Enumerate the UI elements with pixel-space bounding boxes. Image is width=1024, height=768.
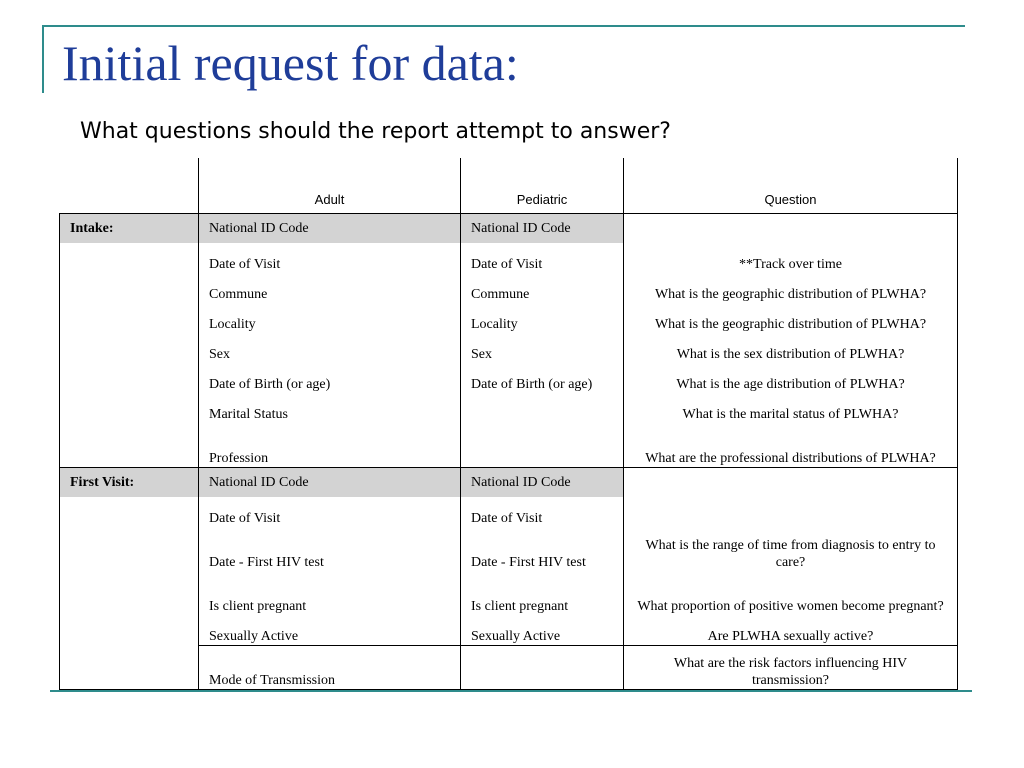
section-label-first-visit: First Visit: (60, 467, 199, 497)
table-header-row (60, 158, 958, 213)
adult-cell: Date of Visit (199, 497, 461, 527)
pediatric-cell: Is client pregnant (461, 571, 624, 615)
table-row (60, 213, 958, 243)
pediatric-cell: Sexually Active (461, 615, 624, 645)
adult-cell: Date - First HIV test (199, 527, 461, 571)
pediatric-cell: Date of Visit (461, 243, 624, 273)
pediatric-cell: Date - First HIV test (461, 527, 624, 571)
question-cell: What is the marital status of PLWHA? (624, 393, 958, 423)
header-adult: Adult (199, 158, 461, 213)
adult-cell: Date of Visit (199, 243, 461, 273)
question-cell (624, 467, 958, 497)
pediatric-cell (461, 423, 624, 467)
header-pediatric: Pediatric (461, 158, 624, 213)
slide-title: Initial request for data: (62, 35, 519, 91)
adult-cell: Locality (199, 303, 461, 333)
table-row (60, 527, 958, 571)
adult-cell: Mode of Transmission (199, 645, 461, 689)
bottom-accent-line (50, 690, 972, 692)
question-cell: What are the risk factors influencing HIV transmission? (624, 645, 958, 689)
table-row (60, 645, 958, 689)
question-cell: What are the professional distributions of PLWHA? (624, 423, 958, 467)
table-row (60, 393, 958, 423)
pediatric-cell: Commune (461, 273, 624, 303)
adult-cell: Commune (199, 273, 461, 303)
pediatric-cell: Date of Birth (or age) (461, 363, 624, 393)
adult-cell: Marital Status (199, 393, 461, 423)
pediatric-cell: Sex (461, 333, 624, 363)
table-row (60, 615, 958, 645)
pediatric-cell: Date of Visit (461, 497, 624, 527)
question-cell (624, 497, 958, 527)
top-accent-line (42, 25, 965, 27)
pediatric-cell: National ID Code (461, 213, 624, 243)
table-row (60, 423, 958, 467)
adult-cell: Date of Birth (or age) (199, 363, 461, 393)
left-accent-line (42, 25, 44, 93)
table-row (60, 243, 958, 273)
question-cell: Are PLWHA sexually active? (624, 615, 958, 645)
question-cell: What is the range of time from diagnosis to entry to care? (624, 527, 958, 571)
header-question: Question (624, 158, 958, 213)
header-blank (60, 158, 199, 213)
pediatric-cell: National ID Code (461, 467, 624, 497)
adult-cell: Sexually Active (199, 615, 461, 645)
adult-cell: National ID Code (199, 213, 461, 243)
question-cell: What is the sex distribution of PLWHA? (624, 333, 958, 363)
pediatric-cell (461, 393, 624, 423)
table-row (60, 303, 958, 333)
adult-cell: National ID Code (199, 467, 461, 497)
table-row (60, 571, 958, 615)
question-cell: What is the age distribution of PLWHA? (624, 363, 958, 393)
adult-cell: Is client pregnant (199, 571, 461, 615)
question-cell: What proportion of positive women become pregnant? (624, 571, 958, 615)
adult-cell: Sex (199, 333, 461, 363)
table-row (60, 273, 958, 303)
question-cell: **Track over time (624, 243, 958, 273)
table-row (60, 333, 958, 363)
question-cell: What is the geographic distribution of PLWHA? (624, 303, 958, 333)
data-request-table (59, 158, 958, 690)
question-cell: What is the geographic distribution of PLWHA? (624, 273, 958, 303)
pediatric-cell (461, 645, 624, 689)
slide-subtitle: What questions should the report attempt to answer? (80, 119, 671, 144)
table-row (60, 467, 958, 497)
table-row (60, 497, 958, 527)
pediatric-cell: Locality (461, 303, 624, 333)
question-cell (624, 213, 958, 243)
table-row (60, 363, 958, 393)
section-label-intake: Intake: (60, 213, 199, 243)
adult-cell: Profession (199, 423, 461, 467)
